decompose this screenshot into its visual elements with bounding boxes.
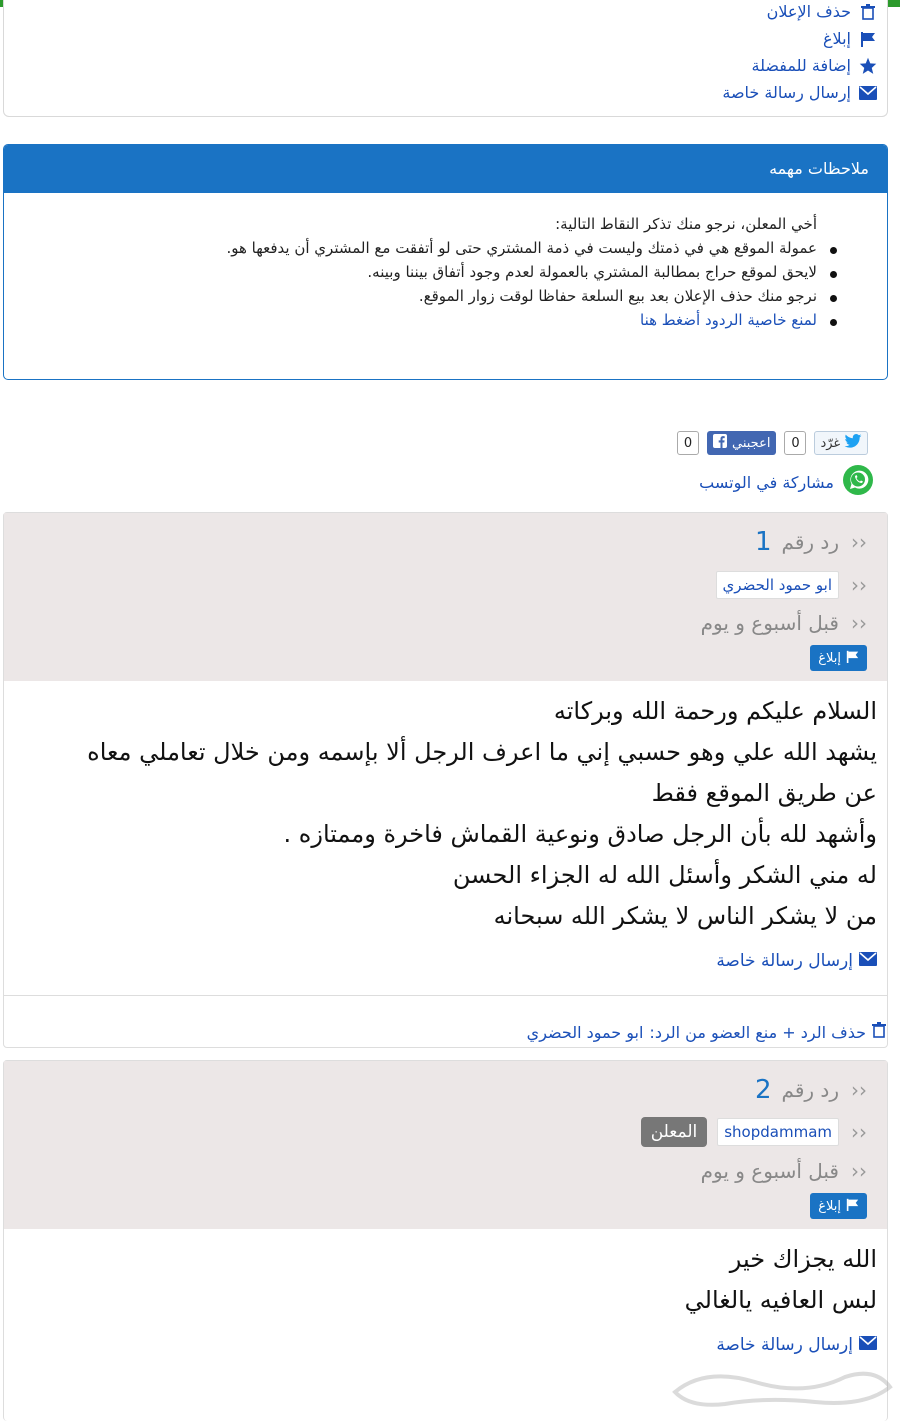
chevron-left-icon: ‹‹ [851,1120,867,1144]
notes-item: عمولة الموقع هي في ذمتك وليست في ذمة المشتري حتى لو أتفقت مع المشتري أن يدفعها هو. [4,239,817,257]
send-pm-link[interactable] [722,83,877,102]
ad-actions-card [3,0,888,117]
flag-icon [846,650,859,667]
reply-time-line [701,611,867,635]
reply-label: رد رقم [781,530,839,554]
report-ad-label: إبلاغ [823,29,851,48]
reply-username[interactable]: shopdammam [717,1118,839,1146]
chevron-left-icon: ‹‹ [851,573,867,597]
reply-user-line [641,1117,867,1147]
reply-line: عن طريق الموقع فقط [651,779,877,807]
facebook-icon [713,434,727,452]
whatsapp-icon [842,464,874,500]
important-notes-panel [3,144,888,380]
send-pm-label: إرسال رسالة خاصة [716,1335,853,1355]
reply-time-line [701,1159,867,1183]
whatsapp-label: مشاركة في الوتسب [699,472,834,492]
envelope-icon [859,1325,877,1366]
chevron-left-icon: ‹‹ [851,1078,867,1102]
reply-time: قبل أسبوع و يوم [700,611,839,635]
like-label: اعجبني [732,435,771,451]
flag-icon [846,1198,859,1215]
star-icon [859,57,877,75]
report-ad-link[interactable] [823,29,877,48]
facebook-like-button[interactable] [707,431,776,455]
reply-divider [4,995,887,996]
report-reply-button[interactable] [810,645,867,671]
delete-reply-label: حذف الرد + منع العضو من الرد: [649,1022,866,1042]
chevron-left-icon: ‹‹ [851,530,867,554]
site-watermark-logo [665,1362,895,1412]
reply-card-1 [3,512,888,1048]
reply-number: 1 [755,527,772,557]
advertiser-badge: المعلن [641,1117,708,1147]
report-label: إبلاغ [818,1198,841,1214]
reply-number-line [755,527,867,557]
reply-label: رد رقم [781,1078,839,1102]
reply-line: الله يجزاك خير [729,1245,877,1273]
chevron-left-icon: ‹‹ [851,1159,867,1183]
add-favorite-link[interactable] [752,56,877,75]
chevron-left-icon: ‹‹ [851,611,867,635]
send-pm-label: إرسال رسالة خاصة [716,951,853,971]
notes-item: لايحق لموقع حراج بمطالبة المشتري بالعمولة لعدم وجود أتفاق بيننا وبينه. [4,263,817,281]
reply-send-pm-link[interactable] [14,941,877,982]
report-label: إبلاغ [818,650,841,666]
flag-icon [859,30,877,48]
twitter-icon [844,434,862,452]
delete-ad-label: حذف الإعلان [766,2,851,21]
whatsapp-share-link[interactable] [699,464,874,500]
reply-username[interactable]: ابو حمود الحضري [716,571,839,599]
delete-reply-username: ابو حمود الحضري [526,1022,644,1042]
notes-intro: أخي المعلن، نرجو منك تذكر النقاط التالية: [555,215,817,233]
reply-line: يشهد الله علي وهو حسبي إني ما اعرف الرجل ألا بإسمه ومن خلال تعاملي معاه [87,738,877,766]
reply-time: قبل أسبوع و يوم [700,1159,839,1183]
send-pm-label: إرسال رسالة خاصة [722,83,851,102]
envelope-icon [859,941,877,982]
notes-item: نرجو منك حذف الإعلان بعد بيع السلعة حفاظا لوقت زوار الموقع. [4,287,817,305]
tweet-label: غرّد [820,435,841,451]
reply-number-line [755,1075,867,1105]
notes-title: ملاحظات مهمه [4,145,887,193]
delete-reply-ban-user-link[interactable] [527,1022,886,1042]
tweet-button[interactable] [814,431,868,455]
reply-send-pm-link[interactable] [14,1325,877,1366]
trash-icon [872,1022,886,1042]
reply-number: 2 [755,1075,772,1105]
tweet-count: 0 [784,431,806,455]
reply-body [4,681,887,982]
reply-user-line [716,571,867,599]
reply-line: السلام عليكم ورحمة الله وبركاته [553,697,877,725]
like-count: 0 [677,431,699,455]
envelope-icon [859,84,877,102]
reply-body [4,1229,887,1366]
share-buttons [677,431,868,455]
reply-line: وأشهد لله بأن الرجل صادق ونوعية القماش فاخرة وممتازه . [283,820,877,848]
reply-line: لبس العافيه يالغالي [684,1286,877,1314]
disable-replies-link[interactable]: لمنع خاصية الردود أضغط هنا [640,311,817,329]
trash-icon [859,3,877,21]
report-reply-button[interactable] [810,1193,867,1219]
add-favorite-label: إضافة للمفضلة [751,56,851,75]
delete-ad-link[interactable] [767,2,877,21]
reply-line: من لا يشكر الناس لا يشكر الله سبحانه [493,902,877,930]
reply-line: له مني الشكر وأسئل الله له الجزاء الحسن [452,861,877,889]
